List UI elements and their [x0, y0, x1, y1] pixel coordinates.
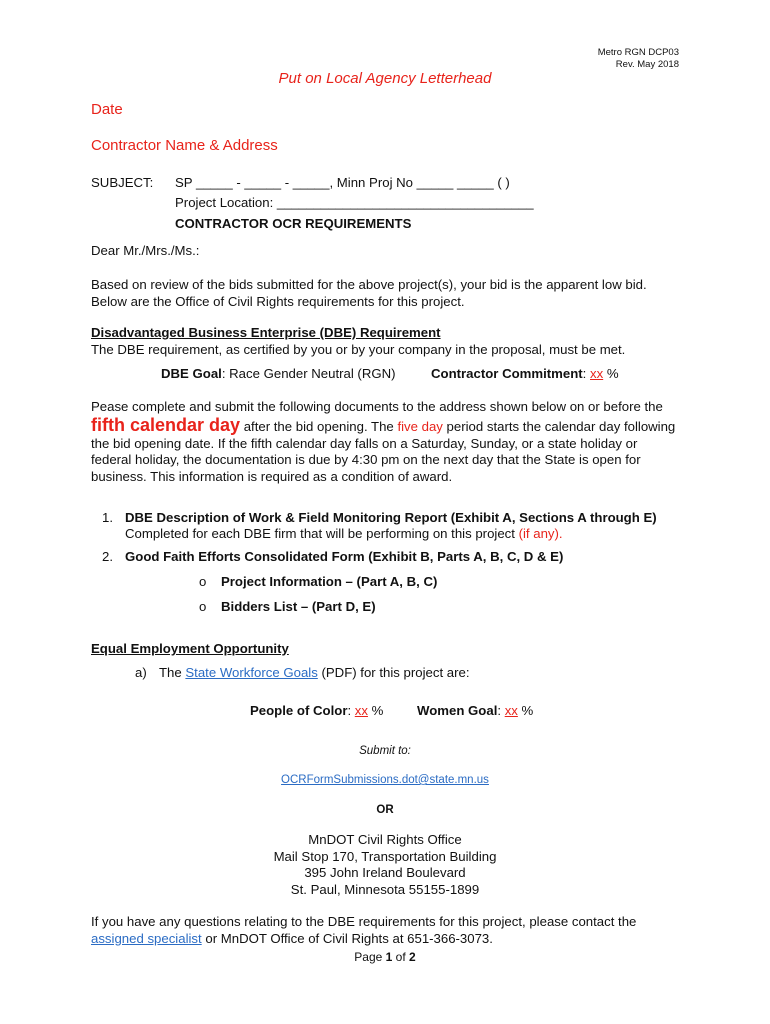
instructions-line-2a: after the bid opening. The	[240, 418, 398, 434]
letterhead-note: Put on Local Agency Letterhead	[278, 70, 492, 87]
list-item-sub	[125, 526, 563, 542]
women-separator: :	[497, 703, 505, 718]
subject-line-1: SP _____ - _____ - _____, Minn Proj No _____ _____ ( )	[175, 175, 510, 190]
instructions-line-2	[91, 416, 711, 436]
commitment-value[interactable]: xx	[590, 366, 604, 381]
fifth-calendar-day: fifth calendar day	[91, 414, 241, 435]
subject-line-3: CONTRACTOR OCR REQUIREMENTS	[175, 216, 412, 231]
closing-line-2	[91, 931, 711, 948]
page-mid: of	[392, 950, 410, 964]
poc-label: People of Color	[250, 703, 348, 718]
women-goal	[417, 703, 533, 719]
dbe-goal-row	[161, 366, 396, 382]
eeo-item-post: (PDF) for this project are:	[317, 665, 470, 680]
address-line: Mail Stop 170, Transportation Building	[273, 848, 497, 864]
subject-line-2: Project Location: ___________________________________	[175, 195, 534, 210]
address-line: St. Paul, Minnesota 55155-1899	[290, 881, 480, 897]
page-number	[0, 949, 770, 966]
women-unit: %	[517, 703, 534, 718]
women-label: Women Goal	[417, 703, 498, 718]
instructions-line-5: business. This information is required as a condition of award.	[91, 468, 453, 484]
address-line: 395 John Ireland Boulevard	[304, 865, 466, 880]
current-page: 1	[385, 950, 393, 964]
instructions-line-2b: period starts the calendar day following	[442, 418, 676, 434]
intro-line-2: Below are the Office of Civil Rights requirements for this project.	[91, 293, 465, 309]
list-item-title: DBE Description of Work & Field Monitoring Report (Exhibit A, Sections A through E)	[125, 510, 657, 525]
list-item-title: Good Faith Efforts Consolidated Form (Exhibit B, Parts A, B, C, D & E)	[125, 549, 564, 564]
date-label: Date	[91, 101, 123, 118]
dbe-heading: Disadvantaged Business Enterprise (DBE) Requirement	[91, 325, 441, 340]
poc-unit: %	[367, 703, 384, 718]
contractor-commitment-row	[431, 366, 619, 382]
list-item	[102, 510, 113, 526]
poc-separator: :	[347, 703, 355, 718]
dbe-goal-label: DBE Goal	[161, 366, 222, 381]
closing-paragraph	[91, 914, 711, 947]
form-id: Metro RGN DCP03	[597, 47, 679, 58]
submission-email-row	[0, 772, 770, 789]
commitment-label: Contractor Commitment	[431, 366, 583, 381]
sublist-item: Project Information – (Part A, B, C)	[221, 574, 438, 589]
eeo-heading: Equal Employment Opportunity	[91, 641, 289, 656]
instructions-line-4: federal holiday, the documentation is due by 4:30 pm on the next day that the State is open for	[91, 452, 641, 467]
submission-email-link[interactable]: OCRFormSubmissions.dot@state.mn.us	[281, 774, 489, 786]
state-workforce-goals-link[interactable]: State Workforce Goals	[185, 665, 318, 680]
list-item-sub-text: Completed for each DBE firm that will be performing on this project	[125, 526, 519, 541]
list-number: 1.	[102, 510, 113, 525]
women-value[interactable]: xx	[504, 703, 518, 718]
poc-value[interactable]: xx	[354, 703, 368, 718]
people-of-color-goal	[250, 703, 383, 719]
sublist-item: Bidders List – (Part D, E)	[221, 599, 376, 614]
closing-line-1: If you have any questions relating to the DBE requirements for this project, please contact the	[91, 914, 637, 929]
total-pages: 2	[409, 950, 416, 964]
commitment-unit: %	[603, 366, 619, 381]
assigned-specialist-link[interactable]: assigned specialist	[91, 930, 202, 946]
salutation: Dear Mr./Mrs./Ms.:	[91, 243, 200, 258]
commitment-separator: :	[582, 366, 590, 381]
submit-label: Submit to:	[359, 745, 411, 757]
page-pre: Page	[354, 950, 386, 964]
dbe-text: The DBE requirement, as certified by you or by your company in the proposal, must be met.	[91, 342, 626, 357]
eeo-item-label: a)	[135, 665, 147, 680]
contractor-label: Contractor Name & Address	[91, 137, 278, 154]
five-day-text: five day	[397, 418, 443, 434]
closing-line-2-text: or MnDOT Office of Civil Rights at 651-366-3073.	[201, 930, 493, 946]
address-line: MnDOT Civil Rights Office	[308, 832, 462, 847]
revision-date: Rev. May 2018	[615, 59, 679, 70]
subject-label: SUBJECT:	[91, 175, 154, 190]
or-separator: OR	[376, 804, 394, 816]
instructions-line-1: Pease complete and submit the following documents to the address shown below on or before the	[91, 399, 663, 414]
dbe-goal-value: : Race Gender Neutral (RGN)	[221, 366, 396, 381]
eeo-item-pre: The	[159, 665, 186, 680]
eeo-item	[159, 665, 470, 681]
mailing-address	[0, 832, 770, 898]
intro-line-1: Based on review of the bids submitted for the above project(s), your bid is the apparent low bid.	[91, 277, 647, 292]
instructions-paragraph	[91, 399, 711, 485]
intro-paragraph	[91, 277, 711, 310]
list-item-sub-red: (if any).	[518, 526, 563, 541]
sublist-bullet: o	[199, 574, 207, 589]
sublist-bullet: o	[199, 599, 207, 614]
instructions-line-3: the bid opening date. If the fifth calendar day falls on a Saturday, Sunday, or a state holiday or	[91, 435, 638, 451]
list-number: 2.	[102, 549, 113, 564]
